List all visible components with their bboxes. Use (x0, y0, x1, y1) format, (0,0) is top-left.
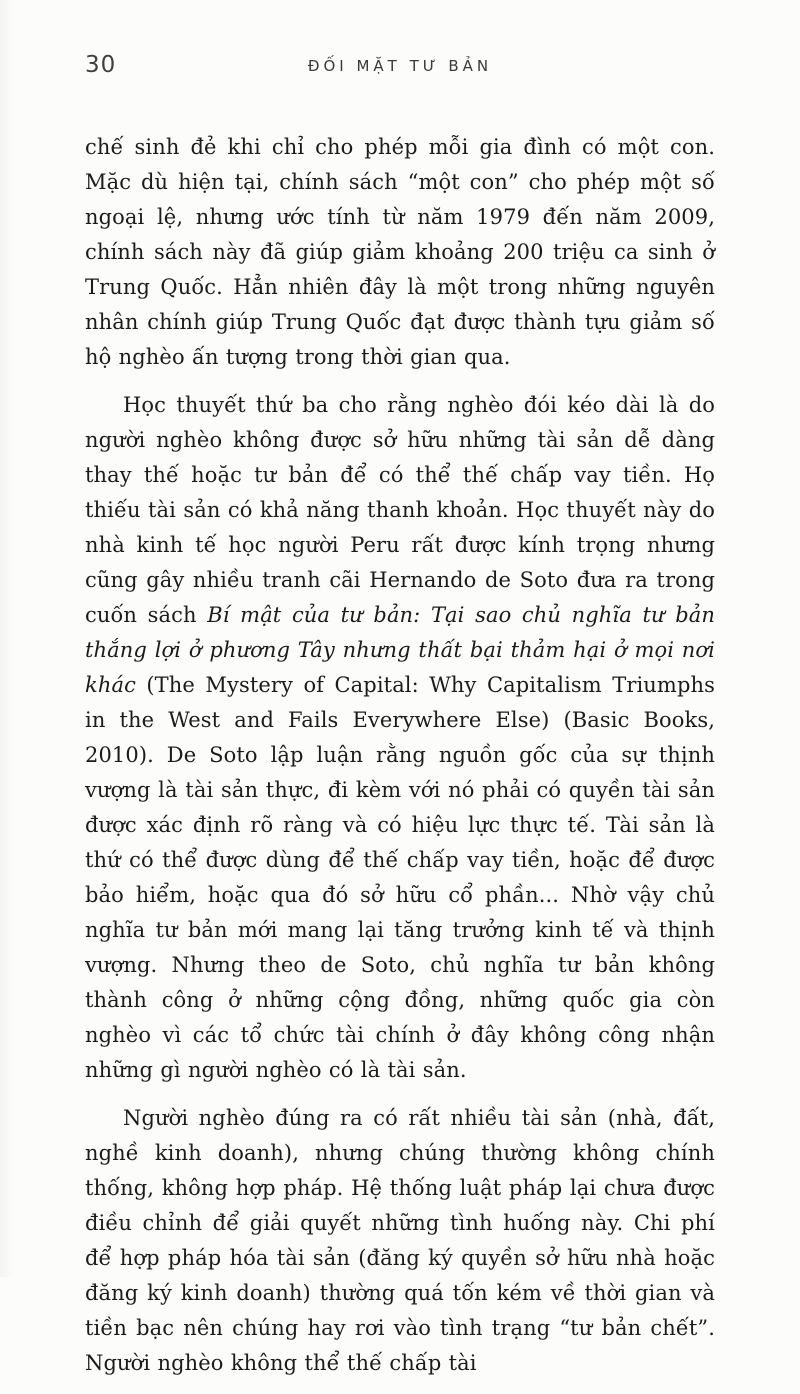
text-segment: chế sinh đẻ khi chỉ cho phép mỗi gia đình có một con. Mặc dù hiện tại, chính sách “một con” cho phép một số ngoại lệ, nhưng ước tính từ năm 1979 đến năm 2009, chính sách này đã giúp giảm khoảng 200 triệu ca sinh ở Trung Quốc. Hẳn nhiên đây là một trong những nguyên nhân chính giúp Trung Quốc đạt được thành tựu giảm số hộ nghèo ấn tượng trong thời gian qua. (85, 135, 715, 369)
text-segment: (The Mystery of Capital: Why Capitalism Triumphs in the West and Fails Everywhere Else) (Basic Books, 2010). De Soto lập luận rằng nguồn gốc của sự thịnh vượng là tài sản thực, đi kèm với nó phải có quyền tài sản được xác định rõ ràng và có hiệu lực thực tế. Tài sản là thứ có thể được dùng để thế chấp vay tiền, hoặc để được bảo hiểm, hoặc qua đó sở hữu cổ phần... Nhờ vậy chủ nghĩa tư bản mới mang lại tăng trưởng kinh tế và thịnh vượng. Nhưng theo de Soto, chủ nghĩa tư bản không thành công ở những cộng đồng, những quốc gia còn nghèo vì các tổ chức tài chính ở đây không công nhận những gì người nghèo có là tài sản. (85, 673, 715, 1082)
paragraph (85, 1101, 715, 1381)
text-segment: Người nghèo đúng ra có rất nhiều tài sản (nhà, đất, nghề kinh doanh), nhưng chúng thường không chính thống, không hợp pháp. Hệ thống luật pháp lại chưa được điều chỉnh để giải quyết những tình huống này. Chi phí để hợp pháp hóa tài sản (đăng ký quyền sở hữu nhà hoặc đăng ký kinh doanh) thường quá tốn kém về thời gian và tiền bạc nên chúng hay rơi vào tình trạng “tư bản chết”. Người nghèo không thể thế chấp tài (85, 1106, 715, 1375)
paragraph (85, 130, 715, 375)
paragraph (85, 388, 715, 1088)
running-title: ĐỐI MẶT TƯ BẢN (307, 57, 493, 75)
text-segment: Học thuyết thứ ba cho rằng nghèo đói kéo dài là do người nghèo không được sở hữu những tài sản dễ dàng thay thế hoặc tư bản để có thể thế chấp vay tiền. Họ thiếu tài sản có khả năng thanh khoản. Học thuyết này do nhà kinh tế học người Peru rất được kính trọng nhưng cũng gây nhiều tranh cãi Hernando de Soto đưa ra trong cuốn sách (85, 393, 715, 627)
book-title-italic: Bí mật của tư bản: Tại sao chủ nghĩa tư bản thắng lợi ở phương Tây nhưng thất bại thảm hại ở mọi nơi khác (85, 603, 715, 697)
page-number: 30 (85, 52, 117, 78)
page-body (85, 130, 715, 1394)
page-header (85, 52, 715, 80)
